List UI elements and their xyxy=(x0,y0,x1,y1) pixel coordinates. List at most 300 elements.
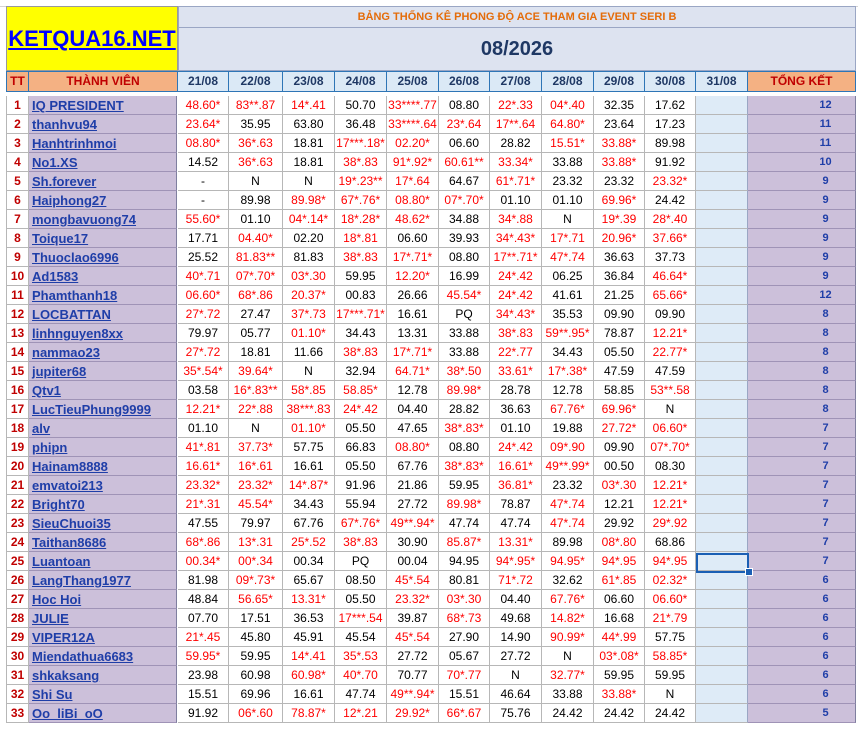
result-cell[interactable]: 28*.40 xyxy=(645,210,696,229)
result-cell[interactable]: 18.81 xyxy=(229,343,283,362)
member-name-cell[interactable] xyxy=(29,305,177,324)
result-cell[interactable]: 35*.53 xyxy=(335,647,387,666)
result-cell[interactable]: 38***.83 xyxy=(283,400,335,419)
result-cell[interactable]: 46.64 xyxy=(490,685,542,704)
empty-date-cell[interactable] xyxy=(696,305,748,324)
result-cell[interactable]: 79.97 xyxy=(229,514,283,533)
result-cell[interactable]: 23.32* xyxy=(387,590,439,609)
result-cell[interactable]: 47.74 xyxy=(335,685,387,704)
empty-date-cell[interactable] xyxy=(696,248,748,267)
result-cell[interactable]: 46.64* xyxy=(645,267,696,286)
result-cell[interactable]: 47.74 xyxy=(490,514,542,533)
result-cell[interactable]: 08.80 xyxy=(439,248,490,267)
result-cell[interactable]: 34.43 xyxy=(335,324,387,343)
result-cell[interactable]: 02.20 xyxy=(283,229,335,248)
result-cell[interactable]: 05.50 xyxy=(594,343,645,362)
result-cell[interactable]: 03*.30 xyxy=(283,267,335,286)
result-cell[interactable]: 05.77 xyxy=(229,324,283,343)
result-cell[interactable]: 36*.63 xyxy=(229,134,283,153)
empty-date-cell[interactable] xyxy=(696,267,748,286)
result-cell[interactable]: 38*.83* xyxy=(439,419,490,438)
result-cell[interactable]: 45*.54 xyxy=(387,571,439,590)
result-cell[interactable]: 24.42 xyxy=(645,191,696,210)
result-cell[interactable]: 01.10 xyxy=(178,419,229,438)
result-cell[interactable]: 61*.85 xyxy=(594,571,645,590)
result-cell[interactable]: 44*.99 xyxy=(594,628,645,647)
result-cell[interactable]: 64.71* xyxy=(387,362,439,381)
result-cell[interactable]: 38*.83 xyxy=(335,248,387,267)
result-cell[interactable]: 15.51 xyxy=(178,685,229,704)
result-cell[interactable]: 85.87* xyxy=(439,533,490,552)
site-logo[interactable] xyxy=(6,6,178,71)
result-cell[interactable]: 22*.88 xyxy=(229,400,283,419)
result-cell[interactable]: 01.10 xyxy=(229,210,283,229)
member-name-link[interactable]: LangThang1977 xyxy=(32,573,131,588)
result-cell[interactable]: 12.21* xyxy=(178,400,229,419)
result-cell[interactable]: 75.76 xyxy=(490,704,542,723)
result-cell[interactable]: 19*.23** xyxy=(335,172,387,191)
result-cell[interactable]: 29.92 xyxy=(594,514,645,533)
empty-date-cell[interactable] xyxy=(696,533,748,552)
member-name-cell[interactable] xyxy=(29,229,177,248)
result-cell[interactable]: 09*.90 xyxy=(542,438,594,457)
result-cell[interactable]: 71*.72 xyxy=(490,571,542,590)
fill-handle[interactable] xyxy=(745,568,753,576)
empty-date-cell[interactable] xyxy=(696,286,748,305)
result-cell[interactable]: 67.76 xyxy=(283,514,335,533)
result-cell[interactable]: 57.75 xyxy=(283,438,335,457)
result-cell[interactable]: 59.95* xyxy=(178,647,229,666)
result-cell[interactable]: 08*.80 xyxy=(594,533,645,552)
result-cell[interactable]: 01.10 xyxy=(490,419,542,438)
result-cell[interactable]: 21*.79 xyxy=(645,609,696,628)
result-cell[interactable]: 33.88* xyxy=(594,153,645,172)
member-name-link[interactable]: No1.XS xyxy=(32,155,78,170)
result-cell[interactable]: 57.75 xyxy=(645,628,696,647)
result-cell[interactable]: 21.86 xyxy=(387,476,439,495)
result-cell[interactable]: 34.43 xyxy=(283,495,335,514)
result-cell[interactable]: 25*.52 xyxy=(283,533,335,552)
member-name-link[interactable]: alv xyxy=(32,421,51,436)
member-name-link[interactable]: nammao23 xyxy=(32,345,100,360)
result-cell[interactable]: 24*.42 xyxy=(490,267,542,286)
member-name-cell[interactable] xyxy=(29,96,177,115)
result-cell[interactable]: 32.62 xyxy=(542,571,594,590)
result-cell[interactable]: 04.40* xyxy=(229,229,283,248)
result-cell[interactable]: 17**.64 xyxy=(490,115,542,134)
result-cell[interactable]: 66.83 xyxy=(335,438,387,457)
empty-date-cell[interactable] xyxy=(696,495,748,514)
result-cell[interactable]: 78.87 xyxy=(490,495,542,514)
result-cell[interactable]: 34*.43* xyxy=(490,229,542,248)
result-cell[interactable]: 40*.71 xyxy=(178,267,229,286)
result-cell[interactable]: 05.50 xyxy=(335,590,387,609)
result-cell[interactable]: 33.88 xyxy=(439,343,490,362)
member-name-link[interactable]: LOCBATTAN xyxy=(32,307,111,322)
result-cell[interactable]: 53**.58 xyxy=(645,381,696,400)
empty-date-cell[interactable] xyxy=(696,476,748,495)
result-cell[interactable]: 26.66 xyxy=(387,286,439,305)
result-cell[interactable]: 14.52 xyxy=(178,153,229,172)
result-cell[interactable]: 06.60* xyxy=(645,419,696,438)
result-cell[interactable]: 36.63 xyxy=(490,400,542,419)
result-cell[interactable]: 21.25 xyxy=(594,286,645,305)
result-cell[interactable]: 06.60* xyxy=(645,590,696,609)
result-cell[interactable]: 89.98* xyxy=(283,191,335,210)
empty-date-cell[interactable] xyxy=(696,172,748,191)
result-cell[interactable]: 27.72* xyxy=(594,419,645,438)
result-cell[interactable]: 24*.42 xyxy=(335,400,387,419)
member-name-link[interactable]: Miendathua6683 xyxy=(32,649,134,664)
result-cell[interactable]: 36*.63 xyxy=(229,153,283,172)
member-name-cell[interactable] xyxy=(29,438,177,457)
member-name-link[interactable]: mongbavuong74 xyxy=(32,212,137,227)
result-cell[interactable]: 08.30 xyxy=(645,457,696,476)
member-name-link[interactable]: SieuChuoi35 xyxy=(32,516,111,531)
empty-date-cell[interactable] xyxy=(696,609,748,628)
result-cell[interactable]: 07*.70* xyxy=(645,438,696,457)
result-cell[interactable]: 12.21* xyxy=(645,324,696,343)
result-cell[interactable]: 94.95* xyxy=(542,552,594,571)
result-cell[interactable]: 49**.99* xyxy=(542,457,594,476)
result-cell[interactable]: 33.88 xyxy=(439,324,490,343)
member-name-link[interactable]: Hainam8888 xyxy=(32,459,108,474)
result-cell[interactable]: 16.61* xyxy=(178,457,229,476)
result-cell[interactable]: 89.98 xyxy=(542,533,594,552)
result-cell[interactable]: 58.85 xyxy=(594,381,645,400)
result-cell[interactable]: 14.82* xyxy=(542,609,594,628)
result-cell[interactable]: 28.78 xyxy=(490,381,542,400)
member-name-cell[interactable] xyxy=(29,476,177,495)
member-name-cell[interactable] xyxy=(29,210,177,229)
result-cell[interactable]: 08.80 xyxy=(439,438,490,457)
result-cell[interactable]: 47.59 xyxy=(594,362,645,381)
empty-date-cell[interactable] xyxy=(696,647,748,666)
result-cell[interactable]: 69.96* xyxy=(594,191,645,210)
result-cell[interactable]: 04.40 xyxy=(490,590,542,609)
result-cell[interactable]: 59**.95* xyxy=(542,324,594,343)
result-cell[interactable]: 14.90 xyxy=(490,628,542,647)
result-cell[interactable]: 45.91 xyxy=(283,628,335,647)
result-cell[interactable]: 45.54* xyxy=(439,286,490,305)
empty-date-cell[interactable] xyxy=(696,210,748,229)
result-cell[interactable]: 22.77* xyxy=(645,343,696,362)
result-cell[interactable]: 65.67 xyxy=(283,571,335,590)
result-cell[interactable]: 68*.73 xyxy=(439,609,490,628)
result-cell[interactable]: 94*.95* xyxy=(490,552,542,571)
result-cell[interactable]: 33.88* xyxy=(594,134,645,153)
result-cell[interactable]: N xyxy=(490,666,542,685)
result-cell[interactable]: 91.96 xyxy=(335,476,387,495)
result-cell[interactable]: 00.83 xyxy=(335,286,387,305)
result-cell[interactable]: 28.82 xyxy=(490,134,542,153)
result-cell[interactable]: 27.72 xyxy=(490,647,542,666)
result-cell[interactable]: 23.32 xyxy=(594,172,645,191)
result-cell[interactable]: 27.47 xyxy=(229,305,283,324)
result-cell[interactable]: 41.61 xyxy=(542,286,594,305)
result-cell[interactable]: 49.68 xyxy=(490,609,542,628)
result-cell[interactable]: 38*.83* xyxy=(439,457,490,476)
member-name-cell[interactable] xyxy=(29,153,177,172)
result-cell[interactable]: 07.70 xyxy=(178,609,229,628)
result-cell[interactable]: 32.77* xyxy=(542,666,594,685)
member-name-cell[interactable] xyxy=(29,419,177,438)
member-name-cell[interactable] xyxy=(29,533,177,552)
member-name-link[interactable]: Hoc Hoi xyxy=(32,592,82,607)
result-cell[interactable]: 18*.28* xyxy=(335,210,387,229)
member-name-cell[interactable] xyxy=(29,647,177,666)
result-cell[interactable]: 04.40 xyxy=(387,400,439,419)
result-cell[interactable]: 59.95 xyxy=(439,476,490,495)
result-cell[interactable]: 16*.83** xyxy=(229,381,283,400)
result-cell[interactable]: 38*.83 xyxy=(335,533,387,552)
member-name-link[interactable]: Toique17 xyxy=(32,231,89,246)
result-cell[interactable]: 00.34 xyxy=(283,552,335,571)
result-cell[interactable]: 12.21* xyxy=(645,495,696,514)
result-cell[interactable]: 00.50 xyxy=(594,457,645,476)
result-cell[interactable]: 23*.64 xyxy=(439,115,490,134)
result-cell[interactable]: 06.60 xyxy=(594,590,645,609)
result-cell[interactable]: 64.67 xyxy=(439,172,490,191)
result-cell[interactable]: 81.83** xyxy=(229,248,283,267)
result-cell[interactable]: 39.64* xyxy=(229,362,283,381)
result-cell[interactable]: 59.95 xyxy=(229,647,283,666)
result-cell[interactable]: 27*.72 xyxy=(178,343,229,362)
result-cell[interactable]: 45.54* xyxy=(229,495,283,514)
result-cell[interactable]: 18*.81 xyxy=(335,229,387,248)
result-cell[interactable]: 64.80* xyxy=(542,115,594,134)
empty-date-cell[interactable] xyxy=(696,115,748,134)
result-cell[interactable]: N xyxy=(283,362,335,381)
empty-date-cell[interactable] xyxy=(696,457,748,476)
result-cell[interactable]: 45.80 xyxy=(229,628,283,647)
result-cell[interactable]: 67*.76* xyxy=(335,514,387,533)
result-cell[interactable]: 67*.76* xyxy=(335,191,387,210)
result-cell[interactable]: 09.90 xyxy=(594,305,645,324)
result-cell[interactable]: 38*.83 xyxy=(335,343,387,362)
result-cell[interactable]: 14*.41 xyxy=(283,647,335,666)
result-cell[interactable]: 17.71 xyxy=(178,229,229,248)
result-cell[interactable]: 09.90 xyxy=(645,305,696,324)
result-cell[interactable]: 27.72 xyxy=(387,495,439,514)
result-cell[interactable]: N xyxy=(229,172,283,191)
result-cell[interactable]: 63.80 xyxy=(283,115,335,134)
result-cell[interactable]: 47.74 xyxy=(439,514,490,533)
result-cell[interactable]: 23.64* xyxy=(178,115,229,134)
result-cell[interactable]: 27.72 xyxy=(387,647,439,666)
result-cell[interactable]: 80.81 xyxy=(439,571,490,590)
result-cell[interactable]: 16.68 xyxy=(594,609,645,628)
result-cell[interactable]: 00.34* xyxy=(178,552,229,571)
result-cell[interactable]: 06.60* xyxy=(178,286,229,305)
result-cell[interactable]: 16.61 xyxy=(283,457,335,476)
member-name-cell[interactable] xyxy=(29,400,177,419)
result-cell[interactable]: 35.53 xyxy=(542,305,594,324)
result-cell[interactable]: 89.98 xyxy=(229,191,283,210)
result-cell[interactable]: 00.04 xyxy=(387,552,439,571)
member-name-link[interactable]: Ad1583 xyxy=(32,269,79,284)
member-name-cell[interactable] xyxy=(29,685,177,704)
empty-date-cell[interactable] xyxy=(696,400,748,419)
result-cell[interactable]: 27.90 xyxy=(439,628,490,647)
result-cell[interactable]: 40*.70 xyxy=(335,666,387,685)
member-name-cell[interactable] xyxy=(29,381,177,400)
member-name-link[interactable]: emvatoi213 xyxy=(32,478,103,493)
result-cell[interactable]: 09*.73* xyxy=(229,571,283,590)
result-cell[interactable]: 34.43 xyxy=(542,343,594,362)
result-cell[interactable]: 24*.42 xyxy=(490,286,542,305)
result-cell[interactable]: 32.94 xyxy=(335,362,387,381)
result-cell[interactable]: 34.88 xyxy=(439,210,490,229)
result-cell[interactable]: 20.96* xyxy=(594,229,645,248)
result-cell[interactable]: 06.60 xyxy=(387,229,439,248)
result-cell[interactable]: 17*.71* xyxy=(387,343,439,362)
result-cell[interactable]: 91.92 xyxy=(178,704,229,723)
result-cell[interactable]: 17***.54 xyxy=(335,609,387,628)
result-cell[interactable]: 14*.87* xyxy=(283,476,335,495)
result-cell[interactable]: N xyxy=(542,647,594,666)
result-cell[interactable]: 22*.77 xyxy=(490,343,542,362)
member-name-cell[interactable] xyxy=(29,343,177,362)
result-cell[interactable]: 05.50 xyxy=(335,457,387,476)
result-cell[interactable]: 02.32* xyxy=(645,571,696,590)
result-cell[interactable]: 30.90 xyxy=(387,533,439,552)
result-cell[interactable]: 39.87 xyxy=(387,609,439,628)
result-cell[interactable]: 48.62* xyxy=(387,210,439,229)
result-cell[interactable]: 37.73 xyxy=(645,248,696,267)
result-cell[interactable]: 47.55 xyxy=(178,514,229,533)
result-cell[interactable]: 38*.83 xyxy=(335,153,387,172)
result-cell[interactable]: 07*.70* xyxy=(439,191,490,210)
member-name-link[interactable]: Luantoan xyxy=(32,554,91,569)
result-cell[interactable]: 24*.42 xyxy=(490,438,542,457)
result-cell[interactable]: 61*.71* xyxy=(490,172,542,191)
result-cell[interactable]: 17**.71* xyxy=(490,248,542,267)
result-cell[interactable]: 39.93 xyxy=(439,229,490,248)
result-cell[interactable]: 68.86 xyxy=(645,533,696,552)
result-cell[interactable]: 17*.64 xyxy=(387,172,439,191)
result-cell[interactable]: 03.58 xyxy=(178,381,229,400)
result-cell[interactable]: 23.98 xyxy=(178,666,229,685)
empty-date-cell[interactable] xyxy=(696,324,748,343)
result-cell[interactable]: 56.65* xyxy=(229,590,283,609)
result-cell[interactable]: 17.23 xyxy=(645,115,696,134)
member-name-link[interactable]: Taithan8686 xyxy=(32,535,107,550)
result-cell[interactable]: 47*.74 xyxy=(542,495,594,514)
member-name-cell[interactable] xyxy=(29,286,177,305)
result-cell[interactable]: 17.51 xyxy=(229,609,283,628)
result-cell[interactable]: 08.50 xyxy=(335,571,387,590)
result-cell[interactable]: N xyxy=(229,419,283,438)
result-cell[interactable]: 47*.74 xyxy=(542,248,594,267)
result-cell[interactable]: 13.31 xyxy=(387,324,439,343)
member-name-link[interactable]: Phamthanh18 xyxy=(32,288,118,303)
result-cell[interactable]: 24.42 xyxy=(542,704,594,723)
result-cell[interactable]: - xyxy=(178,172,229,191)
result-cell[interactable]: 37.66* xyxy=(645,229,696,248)
result-cell[interactable]: 15.51* xyxy=(542,134,594,153)
result-cell[interactable]: N xyxy=(542,210,594,229)
result-cell[interactable]: 58*.85 xyxy=(283,381,335,400)
member-name-cell[interactable] xyxy=(29,191,177,210)
result-cell[interactable]: 08.80* xyxy=(387,438,439,457)
result-cell[interactable]: 18.81 xyxy=(283,153,335,172)
result-cell[interactable]: 05.50 xyxy=(335,419,387,438)
result-cell[interactable]: 12.78 xyxy=(387,381,439,400)
result-cell[interactable]: 81.83 xyxy=(283,248,335,267)
result-cell[interactable]: 04*.40 xyxy=(542,96,594,115)
result-cell[interactable]: 36.63 xyxy=(594,248,645,267)
result-cell[interactable]: 89.98 xyxy=(645,134,696,153)
result-cell[interactable]: 33****.77 xyxy=(387,96,439,115)
result-cell[interactable]: 91.92 xyxy=(645,153,696,172)
result-cell[interactable]: 60.98 xyxy=(229,666,283,685)
empty-date-cell[interactable] xyxy=(696,362,748,381)
result-cell[interactable]: 19.88 xyxy=(542,419,594,438)
member-name-link[interactable]: linhnguyen8xx xyxy=(32,326,124,341)
result-cell[interactable]: 36.53 xyxy=(283,609,335,628)
member-name-cell[interactable] xyxy=(29,552,177,571)
result-cell[interactable]: 45.54 xyxy=(335,628,387,647)
result-cell[interactable]: 50.70 xyxy=(335,96,387,115)
result-cell[interactable]: 16.61 xyxy=(387,305,439,324)
result-cell[interactable]: 19*.39 xyxy=(594,210,645,229)
result-cell[interactable]: 06*.60 xyxy=(229,704,283,723)
result-cell[interactable]: N xyxy=(645,400,696,419)
member-name-cell[interactable] xyxy=(29,115,177,134)
result-cell[interactable]: 01.10* xyxy=(283,419,335,438)
result-cell[interactable]: 78.87 xyxy=(594,324,645,343)
result-cell[interactable]: 23.64 xyxy=(594,115,645,134)
result-cell[interactable]: 01.10 xyxy=(542,191,594,210)
member-name-link[interactable]: Haiphong27 xyxy=(32,193,107,208)
result-cell[interactable]: 59.95 xyxy=(594,666,645,685)
result-cell[interactable]: N xyxy=(283,172,335,191)
result-cell[interactable]: 03*.30 xyxy=(439,590,490,609)
result-cell[interactable]: 33.34* xyxy=(490,153,542,172)
result-cell[interactable]: 12.21 xyxy=(594,495,645,514)
result-cell[interactable]: 33.88 xyxy=(542,153,594,172)
result-cell[interactable]: 21*.31 xyxy=(178,495,229,514)
result-cell[interactable]: 14*.41 xyxy=(283,96,335,115)
result-cell[interactable]: PQ xyxy=(335,552,387,571)
result-cell[interactable]: 17*.71 xyxy=(542,229,594,248)
result-cell[interactable]: 01.10 xyxy=(490,191,542,210)
result-cell[interactable]: 15.51 xyxy=(439,685,490,704)
result-cell[interactable]: 38*.50 xyxy=(439,362,490,381)
result-cell[interactable]: 48.60* xyxy=(178,96,229,115)
result-cell[interactable]: 48.84 xyxy=(178,590,229,609)
result-cell[interactable]: 28.82 xyxy=(439,400,490,419)
result-cell[interactable]: 91*.92* xyxy=(387,153,439,172)
result-cell[interactable]: 55.60* xyxy=(178,210,229,229)
result-cell[interactable]: 06.60 xyxy=(439,134,490,153)
result-cell[interactable]: 32.35 xyxy=(594,96,645,115)
member-name-cell[interactable] xyxy=(29,362,177,381)
member-name-link[interactable]: jupiter68 xyxy=(32,364,87,379)
result-cell[interactable]: 21*.45 xyxy=(178,628,229,647)
member-name-cell[interactable] xyxy=(29,495,177,514)
empty-date-cell[interactable] xyxy=(696,134,748,153)
result-cell[interactable]: 37*.73 xyxy=(283,305,335,324)
result-cell[interactable]: 12.21* xyxy=(645,476,696,495)
result-cell[interactable]: 94*.95 xyxy=(594,552,645,571)
site-logo-text[interactable]: KETQUA16.NET xyxy=(8,25,176,51)
empty-date-cell[interactable] xyxy=(696,571,748,590)
member-name-link[interactable]: IQ PRESIDENT xyxy=(32,98,124,113)
member-name-link[interactable]: VIPER12A xyxy=(32,630,95,645)
member-name-link[interactable]: LucTieuPhung9999 xyxy=(32,402,151,417)
